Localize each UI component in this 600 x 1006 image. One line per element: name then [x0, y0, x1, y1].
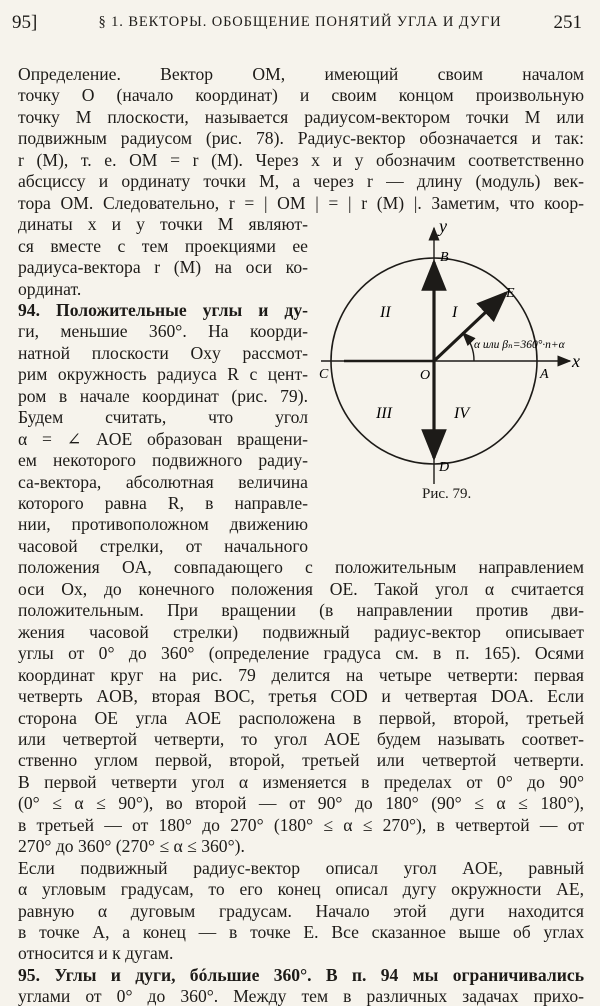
text-line: положения OA, совпадающего с положительным направлением [18, 557, 584, 578]
text-line: в точке A, а конец — в точке E. Все сказанное выше об углах [18, 922, 584, 942]
label-y: y [439, 216, 447, 236]
text-line: или четвертой четверти, то угол AOE будем называть соответ- [18, 728, 584, 749]
text-line: ром в начале координат (рис. 79). [18, 385, 308, 406]
text-line: часовой стрелки, от начального [18, 535, 308, 556]
text-line: 95. Углы и дуги, бóльшие 360°. В п. 94 мы ограничивались [18, 964, 584, 985]
text-line: α угловым градусам, то его конец описал дугу окружности AE, [18, 879, 584, 900]
text-line: тора OM. Следовательно, r = | OM | = | r (M) |. Заметим, что коор- [18, 192, 584, 213]
text-line: (0° ≤ α ≤ 90°), во второй — от 90° до 180° (90° ≤ α ≤ 180°), [18, 793, 584, 814]
label-point-b: B [440, 250, 449, 265]
text-line: жения часовой стрелки) подвижный радиус-вектор описывает [18, 621, 584, 642]
text-line: четверть AOB, вторая BOC, третья COD и четвертая DOA. Если [18, 686, 584, 707]
text-line: 270° до 360° (270° ≤ α ≤ 360°). [18, 836, 245, 857]
text-line: ординат. [18, 278, 82, 299]
section-number: 95] [12, 12, 38, 33]
text-line: α = ∠ AOE образован вращени- [18, 428, 308, 449]
text-line: оси Ox, до конечного положения OE. Такой угол α считается [18, 578, 584, 599]
text-line: ся вместе с тем проекциями ее [18, 235, 308, 256]
text-line: В первой четверти угол α изменяется в пределах от 0° до 90° [18, 771, 584, 792]
text-line: в третьей — от 180° до 270° (180° ≤ α ≤ 270°), в четвертой — от [18, 814, 584, 835]
label-origin: O [420, 368, 431, 383]
text-line: Будем считать, что угол [18, 407, 308, 428]
text-line: сторона OE угла AOE расположена в первой, второй, третьей [18, 707, 584, 728]
text-line: Определение. Вектор OM, имеющий своим началом [18, 64, 584, 84]
running-title: § 1. ВЕКТОРЫ. ОБОБЩЕНИЕ ПОНЯТИЙ УГЛА И ДУГИ [98, 14, 502, 30]
circle-diagram [316, 206, 586, 496]
text-line: радиуса-вектора r (M) на оси ко- [18, 257, 308, 278]
label-x: x [572, 351, 580, 371]
text-line: положительным. При вращении (в направлении против дви- [18, 600, 584, 621]
text-line: которого равна R, в направле- [18, 493, 308, 513]
text-line: ем некоторого подвижного радиу- [18, 450, 308, 471]
label-point-e: E [506, 286, 515, 301]
page-number: 251 [553, 12, 582, 33]
text-line: точку O (начало координат) и своим концом произвольную [18, 85, 584, 106]
text-line: углы от 0° до 360° (определение градуса см. в п. 165). Осями [18, 643, 584, 664]
angle-arc [463, 333, 474, 361]
label-quadrant-3: III [376, 405, 392, 422]
running-header [0, 0, 600, 40]
figure-caption: Рис. 79. [422, 486, 472, 502]
label-point-c: C [319, 367, 329, 382]
text-line: равную α дуговым градусам. Начало этой дуги находится [18, 900, 584, 921]
text-line: са-вектора, абсолютная величина [18, 471, 308, 492]
text-line: ственно углом первой, второй, третьей или четвертой четверти. [18, 750, 584, 771]
text-line: координат круг на рис. 79 делится на четыре четверти: первая [18, 664, 584, 685]
text-line: углами от 0° до 360°. Между тем в различных задачах прихо- [18, 986, 584, 1006]
text-line: ги, меньшие 360°. На коорди- [18, 321, 308, 342]
label-angle: α или βₙ=360°·n+α [474, 339, 565, 351]
text-line: подвижным радиусом (рис. 78). Радиус-вектор обозначается и так: [18, 128, 584, 149]
text-line: r (M), т. е. OM = r (M). Через x и y обозначим соответственно [18, 149, 584, 170]
text-line: Если подвижный радиус-вектор описал угол AOE, равный [18, 857, 584, 878]
text-line: 94. Положительные углы и ду- [18, 299, 308, 320]
text-line: натной плоскости Oxy рассмот- [18, 342, 308, 363]
text-line: точку M плоскости, называется радиусом-вектором точки M или [18, 106, 584, 127]
text-line: нии, противоположном движению [18, 514, 308, 535]
text-line: относится и к дугам. [18, 943, 174, 964]
label-quadrant-4: IV [454, 405, 470, 422]
figure-79 [316, 206, 586, 496]
label-point-d: D [439, 460, 450, 475]
label-point-a: A [540, 367, 549, 382]
text-line: рим окружность радиуса R с цент- [18, 364, 308, 385]
label-quadrant-2: II [380, 304, 391, 321]
label-quadrant-1: I [452, 304, 458, 321]
text-line: динаты x и y точки M являют- [18, 214, 308, 235]
text-line: абсциссу и ординату точки M, а через r — длину (модуль) век- [18, 171, 584, 192]
